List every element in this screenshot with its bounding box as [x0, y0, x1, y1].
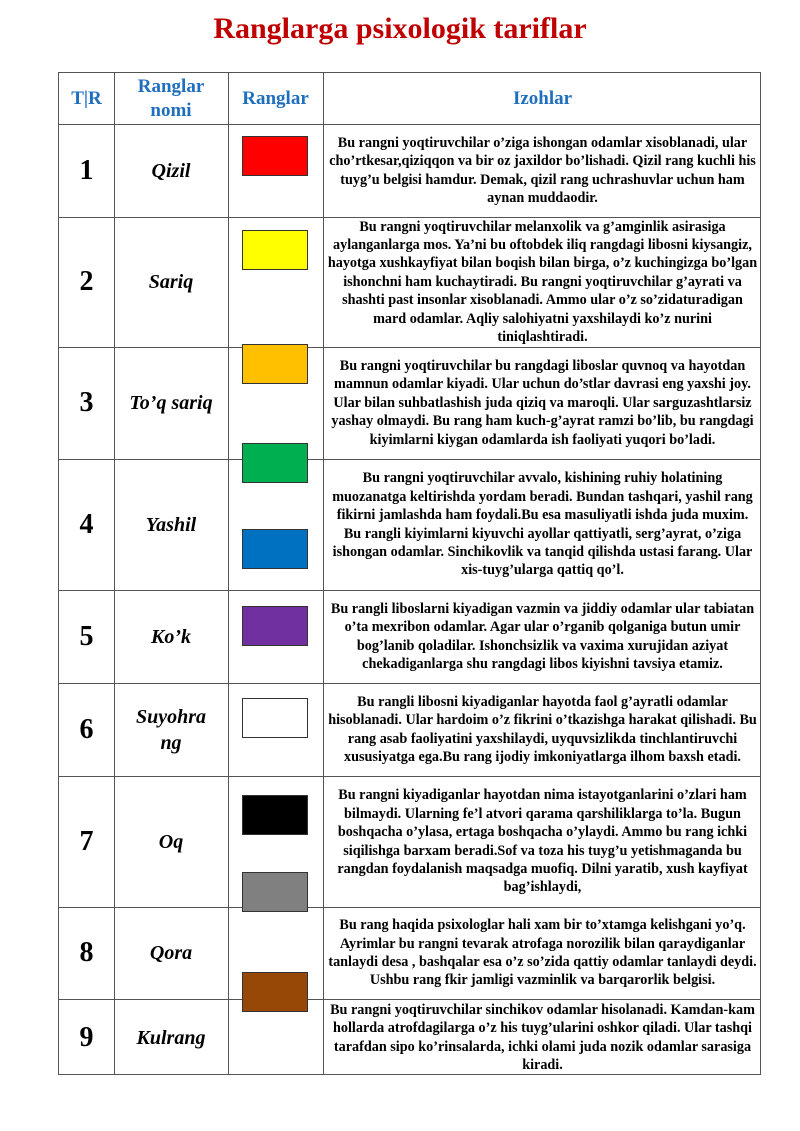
- gray-swatch: [242, 872, 308, 912]
- color-table: [58, 72, 761, 1075]
- color-description: Bu rangni yoqtiruvchilar melanxolik va g’amginlik asirasiga aylanganlarga mos. Ya’ni bu oftobdek iliq rangdagi libosni kiysangiz, hayotga xushkayfiyat bilan boqish bilan birga, o’z kuchingizga bo’lgan ishonchni ham kuchaytiradi. Bu rangni yoqtiruvchilar g’ayrati va shashti past insonlar xisoblanadi. Ammo ular o’z so’zidaturadigan mard odamlar. Aqliy salohiyatni yaxshilaydi ko’z nurini tiniqlashtiradi.: [327, 218, 758, 346]
- row-number: 7: [79, 825, 94, 857]
- color-name: Qora: [149, 942, 193, 964]
- color-name: Kulrang: [136, 1026, 206, 1049]
- color-description: Bu rang haqida psixologlar hali xam bir to’xtamga kelishgani yo’q. Ayrimlar bu rangni tevarak atrofaga norozilik bilan qaraydiganlar tanlaydi desa , bashqalar esa o’z so’zida qattiy odamlar tanlaydi deydi. Ushbu rang fkir jamligi vazminlik va barqarorlik belgisi.: [328, 917, 757, 989]
- color-name: Qizil: [151, 159, 191, 182]
- green-swatch: [242, 443, 308, 483]
- row-number: 8: [79, 937, 94, 968]
- row-number: 6: [79, 713, 94, 745]
- black-swatch: [242, 795, 308, 835]
- color-name: Ko’k: [151, 625, 191, 648]
- color-name: Suyohrang: [135, 705, 207, 754]
- color-name: Yashil: [145, 513, 197, 536]
- header-color: Ranglar: [242, 87, 309, 109]
- color-name: Sariq: [148, 271, 194, 293]
- color-description: Bu rangli liboslarni kiyadigan vazmin va jiddiy odamlar ular tabiatan o’ta mexribon odamlar. Agar ular o’rganib qolganiga butun umir bog’lanib qoladilar. Ishonchsizlik va vaxima xurujidan aziyat chekadiganlarga shu rangdagi libos kiyishni tavsiya etamiz.: [330, 600, 755, 672]
- orange-swatch: [242, 344, 308, 384]
- purple-swatch: [242, 606, 308, 646]
- color-name: Oq: [158, 830, 184, 853]
- row-number: 9: [79, 1021, 94, 1053]
- color-description: Bu rangni yoqtiruvchilar sinchikov odamlar hisolanadi. Kamdan-kam hollarda atrofdagilarga o’z his tuyg’ularini oshkor qiladi. Ular tashqi tarafdan sipo ko’rinsalarda, ichki olami juda nozik odamlar sarasiga kiradi.: [330, 1001, 755, 1073]
- row-number: 1: [79, 154, 94, 186]
- page-title: Ranglarga psixologik tariflar: [213, 12, 587, 45]
- row-number: 4: [79, 508, 94, 540]
- color-description: Bu rangni yoqtiruvchilar bu rangdagi liboslar quvnoq va hayotdan mamnun odamlar kiyadi. Ular uchun do’stlar davrasi eng yaxshi joy. Ular bilan suhbatlashish juda qiziq va maroqli. Ular sarguzashtlarsiz yashay olmaydi. Bu rang ham kuch-g’ayrat ramzi bo’lib, bu rangdagi kiyimlarni kiygan odamlarda ish faoliyati yuqori bo’ladi.: [331, 357, 754, 448]
- header-tr: T|R: [71, 87, 102, 109]
- blue-swatch: [242, 529, 308, 569]
- row-number: 3: [79, 387, 94, 418]
- brown-swatch: [242, 972, 308, 1012]
- row-number: 2: [79, 266, 94, 297]
- yellow-swatch: [242, 230, 308, 270]
- color-description: Bu rangni kiyadiganlar hayotdan nima istayotganlarini o’zlari ham bilmaydi. Ularning fe’l atvori qarama qarshiliklarga to’la. Bugun boshqacha o’ylasa, ertaga boshqacha o’ylaydi. Ammo bu rang ichki siqilishga barxam beradi.Sof va toza his tuyg’u yetishmaganda bu rangdan foydalanish maqsadga muofiq. Dilni yaratib, xush kayfiyat bag’ishlaydi,: [337, 787, 748, 896]
- color-description: Bu rangni yoqtiruvchilar avvalo, kishining ruhiy holatining muozanatga keltirishda yordam beradi. Bundan tashqari, yashil rang fikirni jamlashda ham foydali.Bu esa masuliyatli ishda juda muxim. Bu rangli kiyimlarni kiyuvchi ayollar qattiyatli, serg’ayrat, o’ziga ishongan odamlar. Sinchikovlik va tanqid qilishda ustasi farang. Ular xis-tuyg’ularga qattiq qo’l.: [332, 470, 753, 579]
- color-description: Bu rangni yoqtiruvchilar o’ziga ishongan odamlar xisoblanadi, ular cho’rtkesar,qiziqqon va bir oz jaxildor bo’lishadi. Qizil rang kuchli his tuyg’u belgisi hamdur. Demak, qizil rang uchrashuvlar uchun ham aynan muddaodir.: [329, 134, 756, 206]
- header-description: Izohlar: [512, 87, 573, 109]
- color-description: Bu rangli libosni kiyadiganlar hayotda faol g’ayratli odamlar hisoblanadi. Ular hardoim o’z fikrini o’tkazishga harakat qilishadi. Bu rang asab faoliyatini yaxshilaydi, uyquvsizlikda tinchlantiruvchi xususiyatga ega.Bu rang ijodiy imkoniyatlarga ilhom baxsh etadi.: [328, 693, 757, 765]
- white-swatch: [242, 698, 308, 738]
- color-name: To’q sariq: [129, 392, 213, 414]
- row-number: 5: [79, 620, 94, 652]
- header-color-name: Ranglar nomi: [137, 75, 205, 121]
- red-swatch: [242, 136, 308, 176]
